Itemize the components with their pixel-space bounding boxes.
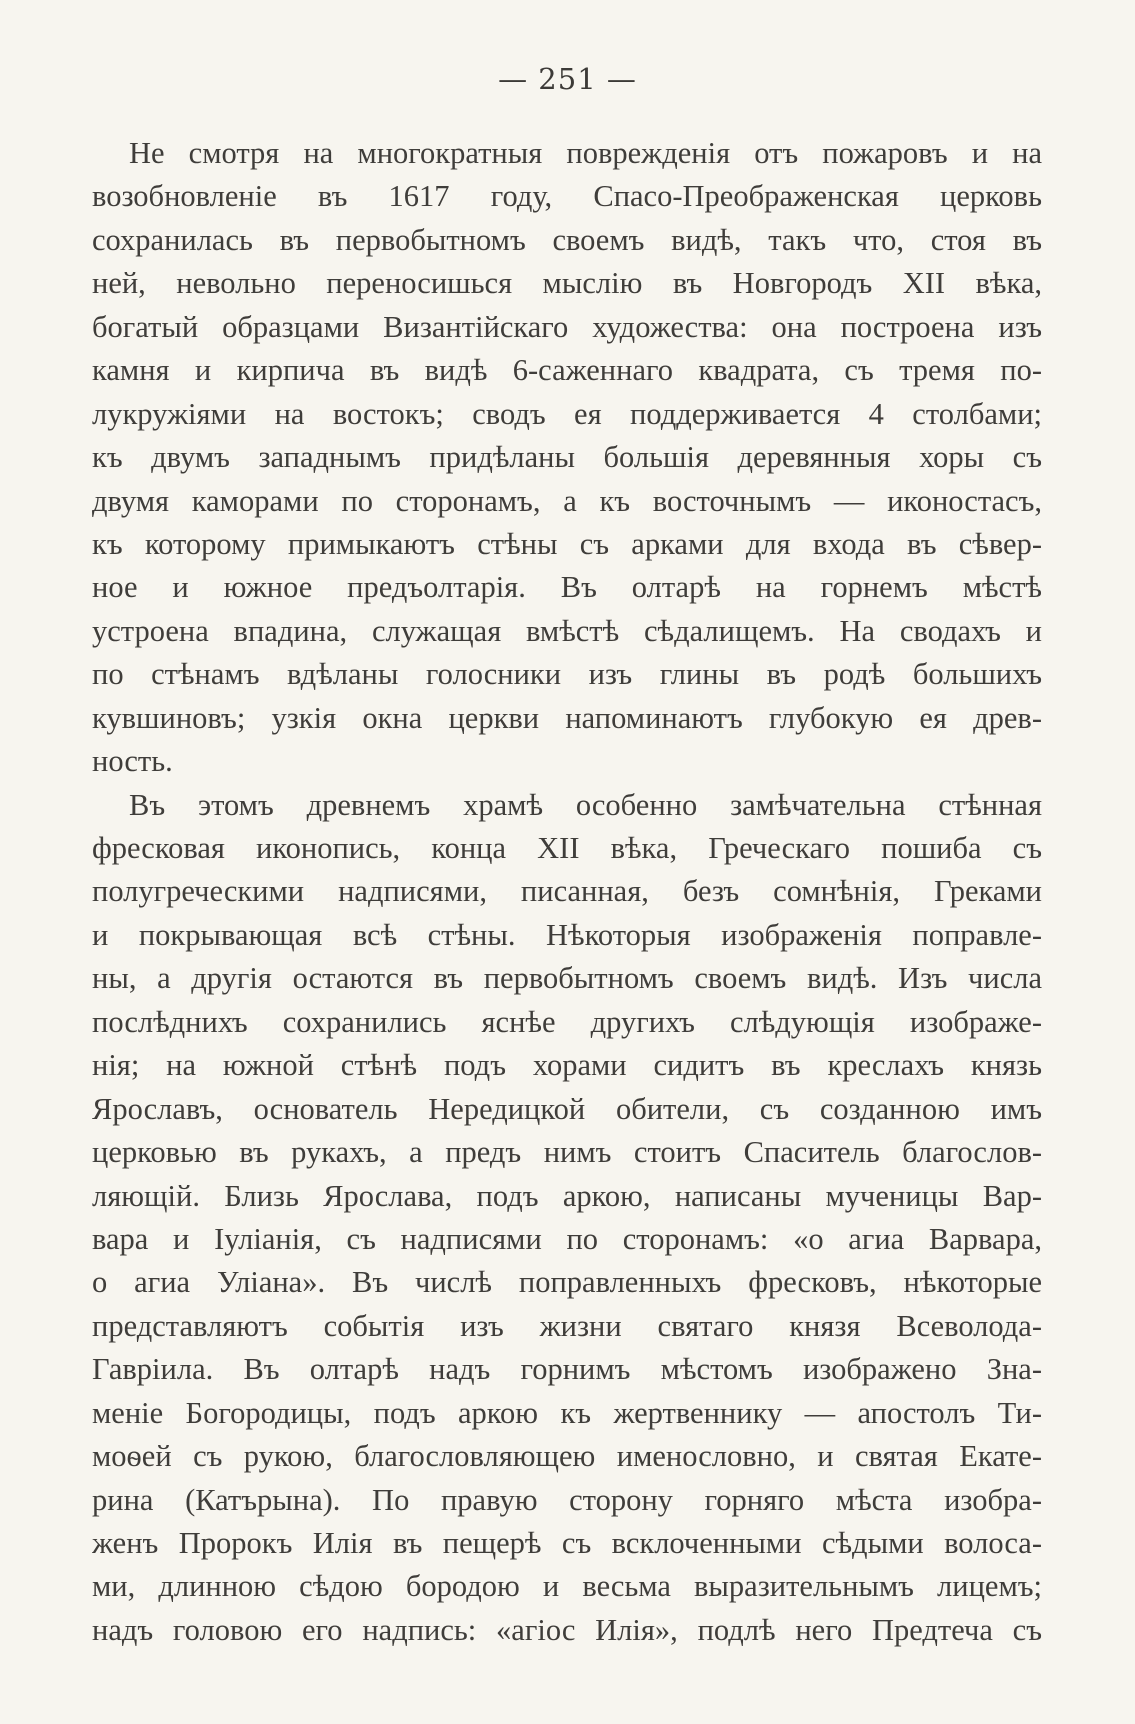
text-line: меніе Богородицы, подъ аркою къ жертвеннику — апостолъ Ти- (92, 1395, 1042, 1430)
text-line: надъ головою его надпись: «агіос Илія», подлѣ него Предтеча съ (92, 1612, 1042, 1647)
text-line: полугреческими надписями, писанная, безъ сомнѣнія, Греками (92, 874, 1042, 909)
text-line: ны, а другія остаются въ первобытномъ своемъ видѣ. Изъ числа (92, 961, 1042, 996)
text-line: женъ Пророкъ Илія въ пещерѣ съ всклоченными сѣдыми волоса- (92, 1526, 1042, 1560)
text-line: къ которому примыкаютъ стѣны съ арками для входа въ сѣвер- (92, 526, 1042, 561)
text-line: моѳей съ рукою, благословляющею именословно, и святая Екате- (92, 1439, 1042, 1474)
text-line: фресковая иконопись, конца XII вѣка, Греческаго пошиба съ (92, 831, 1042, 865)
text-line: рина (Катърына). По правую сторону горняго мѣста изобра- (92, 1482, 1042, 1517)
text-line: Не смотря на многократныя поврежденія отъ пожаровъ и на (129, 136, 1042, 170)
text-line: ляющій. Близь Ярослава, подъ аркою, написаны мученицы Вар- (92, 1178, 1042, 1213)
page-number: — 251 — (498, 62, 637, 96)
text-line: камня и кирпича въ видѣ 6-саженнаго квадрата, съ тремя по- (92, 353, 1042, 388)
text-line: и покрывающая всѣ стѣны. Нѣкоторыя изображенія поправле- (92, 917, 1042, 952)
text-line: ми, длинною сѣдою бородою и весьма выразительнымъ лицемъ; (92, 1569, 1042, 1604)
text-line: церковью въ рукахъ, а предъ нимъ стоитъ Спаситель благослов- (92, 1135, 1042, 1170)
text-line: Ярославъ, основатель Нередицкой обители, съ созданною имъ (92, 1091, 1042, 1126)
text-line: двумя каморами по сторонамъ, а къ восточнымъ — иконостасъ, (92, 483, 1042, 518)
body-text (92, 132, 1042, 1652)
text-line: устроена впадина, служащая вмѣстѣ сѣдалищемъ. На сводахъ и (92, 613, 1042, 648)
text-line: вара и Іуліанія, съ надписями по сторонамъ: «о агиа Варвара, (92, 1221, 1042, 1256)
text-line: представляютъ событія изъ жизни святаго князя Всеволода- (92, 1308, 1042, 1343)
text-line: сохранилась въ первобытномъ своемъ видѣ, такъ что, стоя въ (92, 222, 1042, 257)
text-line: кувшиновъ; узкія окна церкви напоминаютъ глубокую ея древ- (92, 700, 1042, 735)
text-line: о агиа Уліана». Въ числѣ поправленныхъ фресковъ, нѣкоторые (92, 1265, 1042, 1300)
paragraph (92, 784, 1042, 1653)
text-line: возобновленіе въ 1617 году, Спасо-Преображенская церковь (92, 179, 1042, 214)
text-line: нія; на южной стѣнѣ подъ хорами сидитъ въ креслахъ князь (92, 1048, 1042, 1083)
text-line: Гавріила. Въ олтарѣ надъ горнимъ мѣстомъ изображено Зна- (92, 1352, 1042, 1387)
text-line: послѣднихъ сохранились яснѣе другихъ слѣдующія изображе- (92, 1004, 1042, 1039)
text-line: ность. (92, 744, 173, 779)
text-line: ное и южное предъолтарія. Въ олтарѣ на горнемъ мѣстѣ (92, 570, 1042, 605)
text-line: ней, невольно переносишься мыслію въ Новгородъ XII вѣка, (92, 266, 1042, 301)
paragraph (92, 132, 1042, 784)
text-line: лукружіями на востокъ; сводъ ея поддерживается 4 столбами; (92, 396, 1042, 431)
text-line: къ двумъ западнымъ придѣланы большія деревянныя хоры съ (92, 440, 1042, 475)
text-line: Въ этомъ древнемъ храмѣ особенно замѣчательна стѣнная (129, 787, 1042, 822)
text-line: по стѣнамъ вдѣланы голосники изъ глины въ родѣ большихъ (92, 657, 1042, 692)
text-line: богатый образцами Византійскаго художества: она построена изъ (92, 309, 1042, 344)
